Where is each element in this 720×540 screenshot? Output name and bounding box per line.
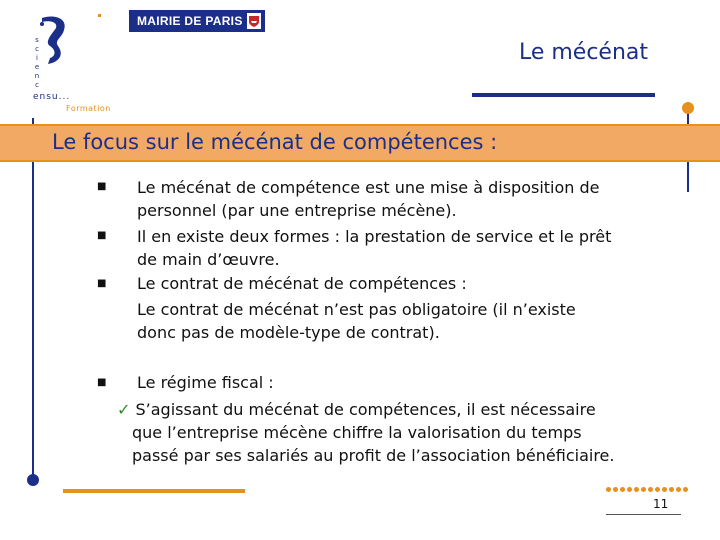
page-number-underline bbox=[606, 514, 681, 515]
logo-letter: c bbox=[35, 45, 39, 53]
left-vertical-rule bbox=[32, 118, 34, 480]
bullet-text: Le contrat de mécénat de compétences : bbox=[137, 274, 467, 293]
title-underline bbox=[472, 93, 655, 97]
bullet-icon: ■ bbox=[97, 181, 107, 192]
bullet-text: personnel (par une entreprise mécène). bbox=[137, 201, 457, 220]
bottom-orange-rule bbox=[63, 489, 245, 493]
navy-dot bbox=[27, 474, 39, 486]
page-number: 11 bbox=[653, 497, 669, 511]
logo-letter: c bbox=[35, 81, 39, 89]
bullet-icon: ■ bbox=[97, 278, 107, 289]
logo-letters bbox=[33, 36, 41, 90]
mairie-de-paris-logo bbox=[129, 10, 265, 32]
bullet-text: Le contrat de mécénat n’est pas obligatoire (il n’existe bbox=[137, 300, 576, 319]
bullet-text: de main d’œuvre. bbox=[137, 250, 280, 269]
logo-letter: e bbox=[34, 63, 40, 71]
bullet-text: donc pas de modèle-type de contrat). bbox=[137, 323, 440, 342]
logo-letter: i bbox=[36, 54, 38, 62]
orange-dot bbox=[682, 102, 694, 114]
logo-subtitle: Formation bbox=[66, 104, 111, 113]
checkmark-icon: ✓ bbox=[117, 400, 131, 419]
bullet-text: Il en existe deux formes : la prestation de service et le prêt bbox=[137, 227, 612, 246]
bullet-text: Le régime fiscal : bbox=[137, 373, 274, 392]
logo-word: ensu... bbox=[33, 92, 71, 102]
check-text: que l’entreprise mécène chiffre la valorisation du temps bbox=[132, 423, 582, 442]
paris-ship-icon bbox=[247, 13, 261, 29]
logo-letter: n bbox=[34, 72, 40, 80]
logo-letter: s bbox=[35, 36, 39, 44]
focus-heading: Le focus sur le mécénat de compétences : bbox=[52, 130, 498, 154]
page-title: Le mécénat bbox=[518, 40, 648, 65]
check-text: S’agissant du mécénat de compétences, il est nécessaire bbox=[135, 400, 596, 419]
check-item bbox=[117, 398, 596, 421]
bullet-icon: ■ bbox=[97, 230, 107, 241]
dot-row bbox=[606, 487, 688, 492]
mairie-label: MAIRIE DE PARIS bbox=[137, 14, 243, 28]
bullet-text: Le mécénat de compétence est une mise à disposition de bbox=[137, 178, 600, 197]
check-text: passé par ses salariés au profit de l’association bénéficiaire. bbox=[132, 446, 615, 465]
bullet-icon: ■ bbox=[97, 377, 107, 388]
